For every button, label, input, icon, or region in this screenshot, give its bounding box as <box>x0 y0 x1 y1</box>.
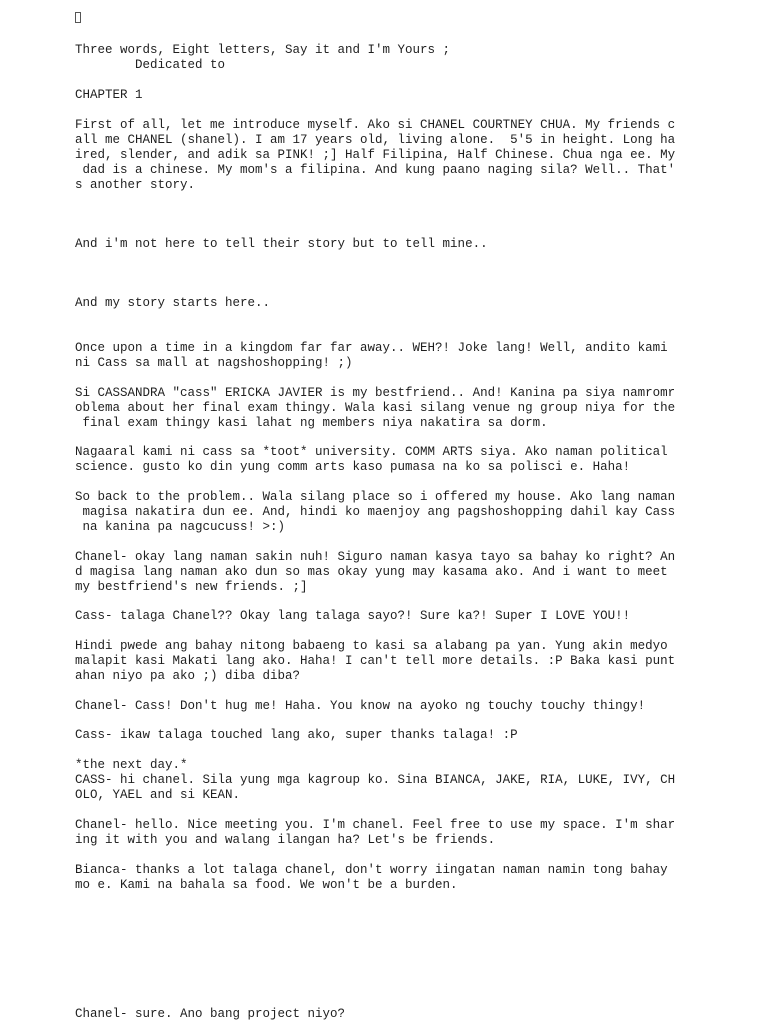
text-line: mo e. Kami na bahala sa food. We won't be a burden. <box>75 878 458 892</box>
text-line: Chanel- hello. Nice meeting you. I'm chanel. Feel free to use my space. I'm shar <box>75 818 676 832</box>
text-line: Chanel- sure. Ano bang project niyo? <box>75 1007 346 1021</box>
text-line: final exam thingy kasi lahat ng members niya nakatira sa dorm. <box>75 416 548 430</box>
text-line: d magisa lang naman ako dun so mas okay yung may kasama ako. And i want to meet <box>75 565 668 579</box>
text-line: And my story starts here.. <box>75 296 271 310</box>
text-line: s another story. <box>75 178 196 192</box>
text-line: First of all, let me introduce myself. Ako si CHANEL COURTNEY CHUA. My friends c <box>75 118 676 132</box>
text-line: Si CASSANDRA "cass" ERICKA JAVIER is my bestfriend.. And! Kanina pa siya namromr <box>75 386 676 400</box>
title-line: Three words, Eight letters, Say it and I'm Yours ; <box>75 43 451 57</box>
text-line: Cass- talaga Chanel?? Okay lang talaga sayo?! Sure ka?! Super I LOVE YOU!! <box>75 609 631 623</box>
text-line: Cass- ikaw talaga touched lang ako, super thanks talaga! :P <box>75 728 518 742</box>
text-line: science. gusto ko din yung comm arts kaso pumasa na ko sa polisci e. Haha! <box>75 460 631 474</box>
chapter-heading: CHAPTER 1 <box>75 88 143 102</box>
text-line: CASS- hi chanel. Sila yung mga kagroup ko. Sina BIANCA, JAKE, RIA, LUKE, IVY, CH <box>75 773 676 787</box>
text-line: ired, slender, and adik sa PINK! ;] Half Filipina, Half Chinese. Chua nga ee. My <box>75 148 676 162</box>
text-line: ahan niyo pa ako ;) diba diba? <box>75 669 301 683</box>
text-line: my bestfriend's new friends. ;] <box>75 580 308 594</box>
text-line: all me CHANEL (shanel). I am 17 years old, living alone. 5'5 in height. Long ha <box>75 133 676 147</box>
text-line: Chanel- okay lang naman sakin nuh! Siguro naman kasya tayo sa bahay ko right? An <box>75 550 676 564</box>
text-line: oblema about her final exam thingy. Wala kasi silang venue ng group niya for the <box>75 401 676 415</box>
text-line: So back to the problem.. Wala silang place so i offered my house. Ako lang naman <box>75 490 676 504</box>
text-line: Hindi pwede ang bahay nitong babaeng to kasi sa alabang pa yan. Yung akin medyo <box>75 639 668 653</box>
text-line: And i'm not here to tell their story but to tell mine.. <box>75 237 488 251</box>
missing-glyph-icon <box>75 12 81 23</box>
text-line: Bianca- thanks a lot talaga chanel, don't worry iingatan naman namin tong bahay <box>75 863 668 877</box>
text-line: malapit kasi Makati lang ako. Haha! I can't tell more details. :P Baka kasi punt <box>75 654 676 668</box>
text-line: *the next day.* <box>75 758 188 772</box>
text-line: magisa nakatira dun ee. And, hindi ko maenjoy ang pagshoshopping dahil kay Cass <box>75 505 676 519</box>
text-line: na kanina pa nagcucuss! >:) <box>75 520 286 534</box>
dedication-line: Dedicated to <box>75 58 226 72</box>
text-line: ni Cass sa mall at nagshoshopping! ;) <box>75 356 353 370</box>
text-line: dad is a chinese. My mom's a filipina. And kung paano naging sila? Well.. That' <box>75 163 676 177</box>
text-line: ing it with you and walang ilangan ha? Let's be friends. <box>75 833 496 847</box>
text-line: OLO, YAEL and si KEAN. <box>75 788 241 802</box>
text-line: Chanel- Cass! Don't hug me! Haha. You know na ayoko ng touchy touchy thingy! <box>75 699 646 713</box>
text-line: Once upon a time in a kingdom far far away.. WEH?! Joke lang! Well, andito kami <box>75 341 668 355</box>
text-line: Nagaaral kami ni cass sa *toot* university. COMM ARTS siya. Ako naman political <box>75 445 668 459</box>
